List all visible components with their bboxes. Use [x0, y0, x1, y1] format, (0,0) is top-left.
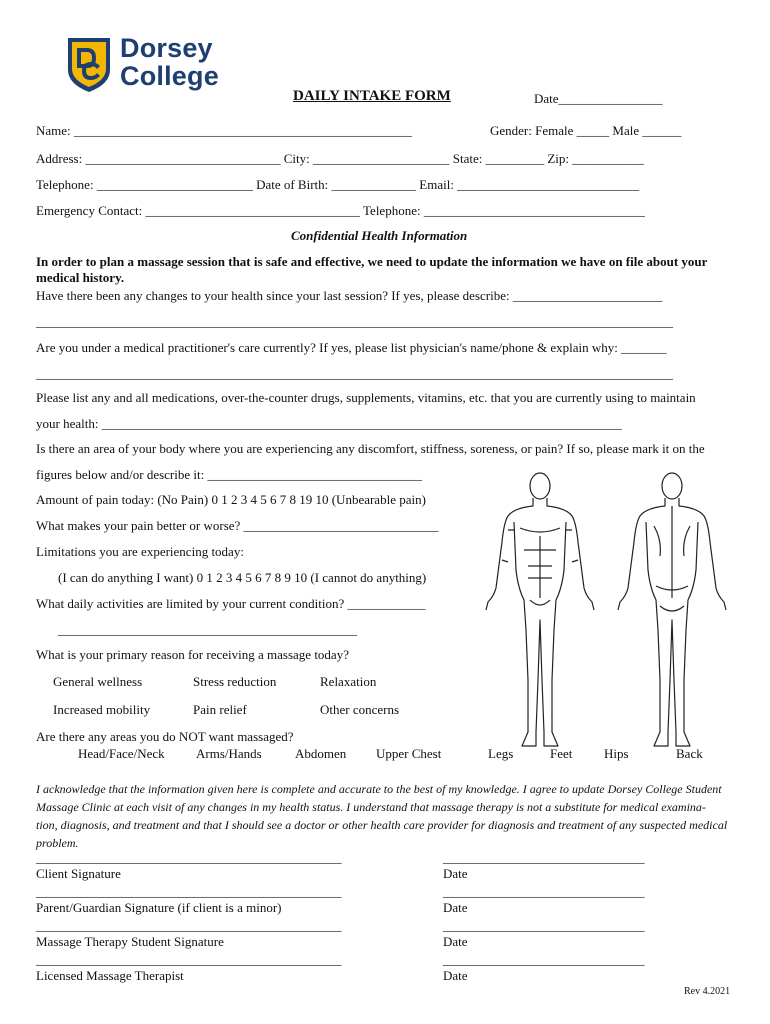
question-pain-area: Is there an area of your body where you are experiencing any discomfort, stiffness, soreness, or pain? If so, please mark it on the	[36, 441, 705, 456]
limitations-scale[interactable]: (I can do anything I want) 0 1 2 3 4 5 6 7 8 9 10 (I cannot do anything)	[58, 570, 427, 585]
checkbox-label: Increased mobility	[53, 702, 151, 717]
back-body-figure-icon[interactable]	[618, 473, 726, 746]
student-signature-label: Massage Therapy Student Signature	[36, 934, 224, 949]
checkbox-label: General wellness	[53, 674, 143, 689]
signature-date-line[interactable]: _______________________________	[443, 952, 645, 967]
revision-label: Rev 4.2021	[684, 986, 731, 997]
question-primary-reason: What is your primary reason for receiving a massage today?	[36, 647, 349, 662]
checkbox-label: Upper Chest	[376, 746, 442, 761]
answer-line-daily-activities[interactable]: ______________________________________________	[58, 622, 357, 637]
brand-name	[120, 34, 219, 90]
date-field[interactable]: Date________________	[534, 91, 663, 106]
section-title: Confidential Health Information	[291, 228, 468, 243]
no-massage-label: Are there any areas you do NOT want massaged?	[36, 729, 294, 744]
telephone-line[interactable]: Telephone: ________________________ Date of Birth: _____________ Email: ____________________________	[36, 177, 640, 192]
checkbox-label: Abdomen	[295, 746, 347, 761]
front-body-figure-icon[interactable]	[486, 473, 594, 746]
checkbox-label: Hips	[604, 746, 629, 761]
date-label: Date	[443, 934, 468, 949]
brand-line1: Dorsey	[120, 33, 213, 63]
signature-date-line[interactable]: _______________________________	[443, 884, 645, 899]
checkbox-general-wellness[interactable]	[53, 674, 142, 690]
address-line[interactable]: Address: ______________________________ City: _____________________ State: _________ Zip: ___________	[36, 151, 644, 166]
guardian-signature-label: Parent/Guardian Signature (if client is a minor)	[36, 900, 282, 915]
gender-field[interactable]: Gender: Female _____ Male ______	[490, 123, 682, 138]
signature-date-line[interactable]: _______________________________	[443, 918, 645, 933]
signature-line[interactable]: _______________________________________________	[36, 884, 342, 899]
date-label: Date	[443, 968, 468, 983]
name-field[interactable]: Name: ____________________________________________________	[36, 123, 412, 138]
checkbox-label: Back	[676, 746, 703, 761]
signature-date-line[interactable]: _______________________________	[443, 850, 645, 865]
date-label: Date	[443, 900, 468, 915]
intro-line-1: In order to plan a massage session that is safe and effective, we need to update the information we have on file about your	[36, 254, 708, 269]
answer-line-health-changes[interactable]: __________________________________________________________________________________________________	[36, 314, 673, 329]
shield-logo-icon	[66, 36, 112, 94]
checkbox-label: Legs	[488, 746, 514, 761]
body-diagram-icon[interactable]	[484, 470, 744, 752]
checkbox-increased-mobility[interactable]	[53, 702, 150, 718]
form-title: DAILY INTAKE FORM	[293, 88, 451, 104]
checkbox-label: Relaxation	[320, 674, 377, 689]
answer-line-pain-area[interactable]: figures below and/or describe it: _________________________________	[36, 467, 422, 482]
checkbox-label: Other concerns	[320, 702, 400, 717]
checkbox-abdomen[interactable]	[295, 746, 346, 762]
answer-line-practitioner[interactable]: __________________________________________________________________________________________________	[36, 366, 673, 381]
question-practitioner[interactable]: Are you under a medical practitioner's care currently? If yes, please list physician's name/phone & explain why: _______	[36, 340, 667, 355]
acknowledgement-line-1: I acknowledge that the information given here is complete and accurate to the best of my knowledge. I agree to update Dorsey College Student	[36, 782, 722, 796]
acknowledgement-line-4: problem.	[36, 836, 79, 850]
intro-line-2: medical history.	[36, 270, 125, 285]
dorsey-college-logo	[66, 33, 246, 98]
acknowledgement-line-3: tion, diagnosis, and treatment and that I should see a doctor or other health care provider for diagnosis and treatment of any suspected medical	[36, 818, 728, 832]
checkbox-stress-reduction[interactable]	[193, 674, 276, 690]
therapist-signature-label: Licensed Massage Therapist	[36, 968, 184, 983]
checkbox-pain-relief[interactable]	[193, 702, 247, 718]
emergency-line[interactable]: Emergency Contact: _________________________________ Telephone: __________________________________	[36, 203, 645, 218]
date-label: Date	[443, 866, 468, 881]
question-health-changes[interactable]: Have there been any changes to your health since your last session? If yes, please describe: _______________________	[36, 288, 663, 303]
checkbox-label: Head/Face/Neck	[78, 746, 165, 761]
checkbox-label: Stress reduction	[193, 674, 277, 689]
checkbox-other-concerns[interactable]	[320, 702, 399, 718]
answer-line-medications[interactable]: your health: ________________________________________________________________________________	[36, 416, 622, 431]
signature-line[interactable]: _______________________________________________	[36, 952, 342, 967]
checkbox-relaxation[interactable]	[320, 674, 376, 690]
question-medications: Please list any and all medications, over-the-counter drugs, supplements, vitamins, etc. that you are currently using to maintain	[36, 390, 696, 405]
pain-scale[interactable]: Amount of pain today: (No Pain) 0 1 2 3 4 5 6 7 8 19 10 (Unbearable pain)	[36, 492, 426, 507]
checkbox-label: Pain relief	[193, 702, 247, 717]
signature-line[interactable]: _______________________________________________	[36, 918, 342, 933]
checkbox-head-face-neck[interactable]	[78, 746, 165, 762]
checkbox-arms-hands[interactable]	[196, 746, 262, 762]
limitations-label: Limitations you are experiencing today:	[36, 544, 244, 559]
checkbox-upper-chest[interactable]	[376, 746, 441, 762]
question-daily-activities[interactable]: What daily activities are limited by your current condition? ____________	[36, 596, 426, 611]
acknowledgement-line-2: Massage Clinic at each visit of any changes in my health status. I understand that massage therapy is not a substitute for medical examina-	[36, 800, 706, 814]
client-signature-label: Client Signature	[36, 866, 121, 881]
brand-line2: College	[120, 61, 219, 91]
signature-line[interactable]: _______________________________________________	[36, 850, 342, 865]
question-pain-better-worse[interactable]: What makes your pain better or worse? ______________________________	[36, 518, 439, 533]
checkbox-label: Feet	[550, 746, 573, 761]
checkbox-label: Arms/Hands	[196, 746, 262, 761]
